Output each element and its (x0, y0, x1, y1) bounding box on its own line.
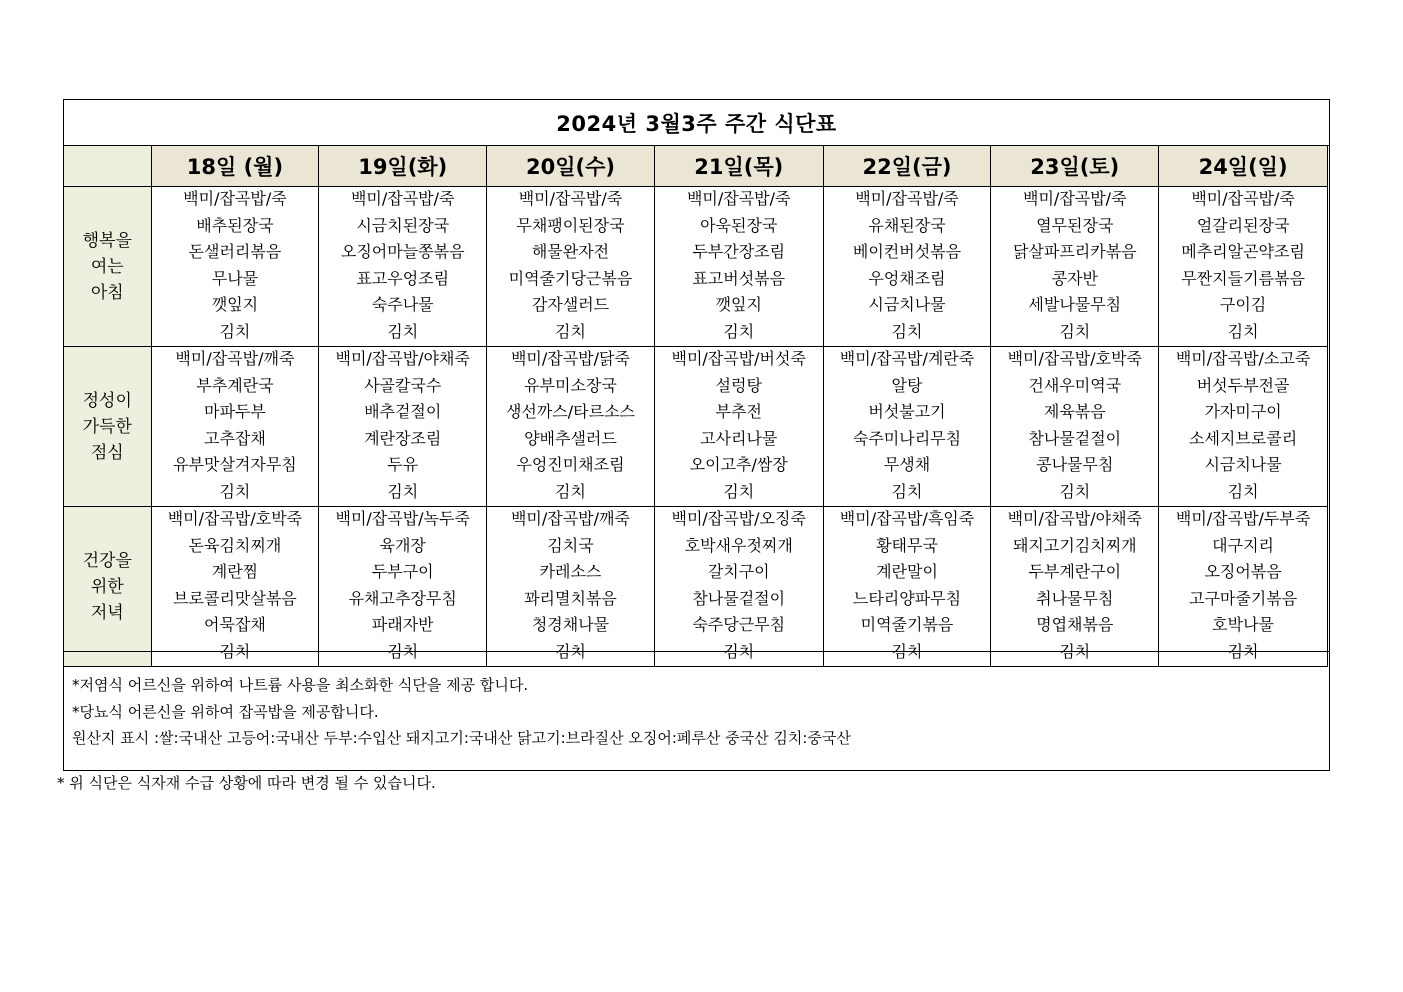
menu-item: 두부구이 (371, 562, 434, 581)
menu-item: 김치 (1059, 321, 1091, 341)
menu-cell-tue (319, 507, 487, 667)
menu-item: 김치 (387, 321, 419, 341)
menu-item: 콩나물무침 (1036, 455, 1114, 474)
menu-cell-tue (319, 347, 487, 507)
meal-label (64, 347, 152, 507)
menu-cell-sat (991, 347, 1159, 507)
menu-item: 우엉진미채조림 (516, 455, 625, 474)
menu-cell-sun (1159, 187, 1328, 347)
menu-item: 백미/잡곡밥/두부죽 (1175, 509, 1311, 528)
menu-cell-wed (487, 507, 655, 667)
menu-item: 김치 (1227, 641, 1259, 661)
menu-item: 부추계란국 (196, 375, 274, 395)
menu-item: 돼지고기김치찌개 (1012, 535, 1137, 555)
day-header-sun: 24일(일) (1159, 146, 1328, 187)
menu-item: 감자샐러드 (531, 295, 610, 314)
menu-item: 어묵잡채 (204, 615, 266, 634)
menu-item: 오징어볶음 (1204, 562, 1282, 581)
menu-item: 참나물겉절이 (1028, 428, 1122, 448)
menu-item: 시금치나물 (1204, 455, 1282, 474)
menu-item: 알탕 (891, 375, 923, 395)
menu-item: 시금치된장국 (356, 215, 450, 235)
menu-item: 김치 (891, 481, 923, 501)
menu-item: 버섯두부전골 (1196, 375, 1290, 395)
meal-row-lunch (64, 347, 1328, 507)
menu-item: 표고버섯볶음 (692, 268, 786, 288)
menu-item: 메추리알곤약조림 (1181, 242, 1305, 261)
menu-item: 숙주나물 (371, 295, 434, 314)
menu-item: 김치 (891, 321, 923, 341)
menu-body (64, 187, 1328, 667)
menu-item: 백미/잡곡밥/계란죽 (839, 349, 975, 368)
menu-cell-sat (991, 507, 1159, 667)
menu-item: 표고우엉조림 (356, 268, 450, 288)
meal-label-line: 위한 (90, 576, 124, 597)
menu-item: 백미/잡곡밥/녹두죽 (335, 509, 470, 528)
menu-item: 백미/잡곡밥/호박죽 (1007, 349, 1142, 368)
menu-item: 무생채 (883, 455, 931, 474)
menu-item: 김치 (723, 481, 755, 501)
menu-item: 김치 (219, 481, 251, 501)
menu-item: 백미/잡곡밥/깨죽 (510, 509, 630, 528)
menu-cell-wed (487, 187, 655, 347)
day-header-tue: 19일(화) (319, 146, 487, 187)
menu-item: 고추잡채 (204, 428, 266, 448)
day-header-mon: 18일 (월) (151, 146, 319, 187)
menu-item: 백미/잡곡밥/깨죽 (175, 349, 295, 368)
menu-item: 깻잎지 (715, 295, 762, 314)
menu-item: 호박나물 (1212, 615, 1274, 634)
page-title: 2024년 3월3주 주간 식단표 (64, 100, 1329, 146)
menu-item: 백미/잡곡밥/버섯죽 (671, 349, 806, 368)
notes-section (64, 651, 1329, 771)
menu-item: 얼갈리된장국 (1196, 215, 1290, 235)
menu-item: 배추된장국 (196, 215, 274, 235)
menu-item: 백미/잡곡밥/죽 (518, 189, 623, 208)
meal-label (64, 187, 152, 347)
menu-item: 사골칼국수 (364, 375, 442, 395)
menu-item: 대구지리 (1212, 535, 1274, 555)
menu-item: 마파두부 (204, 402, 266, 421)
menu-item: 꽈리멸치볶음 (524, 588, 617, 608)
menu-item: 돈육김치찌개 (188, 535, 282, 555)
menu-item: 김치 (555, 641, 586, 661)
menu-item: 미역줄기당근볶음 (508, 268, 633, 288)
menu-cell-sun (1159, 347, 1328, 507)
menu-item: 백미/잡곡밥/죽 (855, 189, 959, 208)
menu-item: 구이김 (1219, 295, 1267, 314)
menu-item: 참나물겉절이 (692, 588, 786, 608)
note-low-sodium: *저염식 어르신을 위하여 나트륨 사용을 최소화한 식단을 제공 합니다. (72, 676, 529, 694)
menu-item: 설렁탕 (715, 375, 762, 395)
menu-item: 백미/잡곡밥/죽 (1023, 189, 1127, 208)
menu-item: 김치 (1059, 641, 1091, 661)
menu-item: 우엉채조림 (868, 268, 946, 288)
menu-item: 해물완자전 (531, 242, 610, 261)
menu-item: 유부미소장국 (524, 375, 617, 395)
menu-item: 제육볶음 (1043, 402, 1106, 421)
menu-cell-mon (151, 507, 319, 667)
menu-item: 고구마줄기볶음 (1188, 588, 1298, 608)
menu-item: 계란찜 (211, 562, 259, 581)
menu-item: 닭살파프리카볶음 (1012, 242, 1137, 261)
menu-item: 계란말이 (876, 562, 938, 581)
menu-item: 버섯불고기 (868, 402, 946, 421)
menu-item: 유채된장국 (868, 215, 946, 235)
menu-item: 갈치구이 (707, 562, 770, 581)
menu-cell-sat (991, 187, 1159, 347)
note-diabetic: *당뇨식 어른신을 위하여 잡곡밥을 제공합니다. (72, 702, 379, 721)
meal-label-line: 점심 (90, 442, 124, 463)
menu-item: 세발나물무침 (1028, 295, 1122, 314)
menu-item: 열무된장국 (1036, 215, 1114, 235)
menu-cell-wed (487, 347, 655, 507)
menu-cell-mon (151, 347, 319, 507)
menu-item: 파래자반 (371, 615, 434, 634)
menu-cell-tue (319, 187, 487, 347)
menu-item: 백미/잡곡밥/흑임죽 (839, 509, 975, 528)
menu-sheet (63, 99, 1330, 771)
menu-cell-fri (823, 347, 991, 507)
menu-item: 김치 (387, 481, 419, 501)
menu-cell-mon (151, 187, 319, 347)
menu-item: 시금치나물 (868, 295, 946, 314)
footer-note: * 위 식단은 식자재 수급 상황에 따라 변경 될 수 있습니다. (57, 774, 436, 792)
menu-item: 백미/잡곡밥/죽 (1191, 189, 1295, 208)
menu-item: 오이고추/쌈장 (689, 455, 788, 474)
meal-label-line: 여는 (90, 256, 124, 277)
day-header-fri: 22일(금) (823, 146, 991, 187)
menu-item: 백미/잡곡밥/죽 (686, 189, 791, 208)
menu-item: 카레소스 (539, 562, 602, 581)
note-origin: 원산지 표시 :쌀:국내산 고등어:국내산 두부:수입산 돼지고기:국내산 닭고기:브라질산 오징어:페루산 중국산 김치:중국산 (72, 729, 851, 747)
menu-item: 육개장 (379, 535, 426, 555)
menu-item: 백미/잡곡밥/야채죽 (1007, 509, 1142, 528)
menu-item: 호박새우젓찌개 (684, 535, 793, 555)
menu-item: 백미/잡곡밥/호박죽 (167, 509, 303, 528)
menu-item: 건새우미역국 (1028, 375, 1122, 395)
menu-item: 백미/잡곡밥/죽 (183, 189, 287, 208)
menu-item: 소세지브로콜리 (1188, 428, 1298, 448)
menu-item: 무짠지들기름볶음 (1181, 268, 1305, 288)
menu-item: 가자미구이 (1204, 402, 1282, 421)
menu-item: 김치 (555, 321, 586, 341)
meal-label-line: 정성이 (82, 390, 132, 411)
menu-item: 김치 (891, 641, 923, 661)
menu-item: 오징어마늘쫑볶음 (340, 242, 465, 261)
menu-item: 배추겉절이 (364, 402, 442, 421)
weekly-menu-table (63, 145, 1328, 667)
menu-item: 백미/잡곡밥/소고죽 (1175, 349, 1311, 368)
menu-item: 김치 (723, 321, 755, 341)
menu-item: 명엽채볶음 (1036, 615, 1114, 634)
menu-item: 황태무국 (876, 535, 938, 555)
menu-item: 청경채나물 (531, 615, 610, 634)
meal-row-breakfast (64, 187, 1328, 347)
menu-item: 숙주미나리무침 (852, 428, 962, 448)
menu-cell-thu (654, 187, 823, 347)
meal-label-line: 저녁 (90, 602, 124, 623)
day-header-wed: 20일(수) (487, 146, 655, 187)
meal-label-line: 행복을 (82, 230, 132, 251)
menu-item: 돈샐러리볶음 (188, 242, 282, 261)
menu-item: 베이컨버섯볶음 (852, 242, 962, 261)
menu-item: 생선까스/타르소스 (505, 402, 635, 421)
menu-item: 미역줄기볶음 (860, 615, 954, 634)
menu-item: 느타리양파무침 (852, 588, 962, 608)
meal-label (64, 507, 152, 667)
menu-cell-fri (823, 507, 991, 667)
menu-item: 고사리나물 (700, 428, 778, 448)
corner-cell (64, 146, 152, 187)
menu-item: 깻잎지 (211, 295, 259, 314)
menu-item: 브로콜리맛살볶음 (173, 588, 297, 608)
menu-cell-thu (654, 347, 823, 507)
menu-item: 백미/잡곡밥/야채죽 (335, 349, 470, 368)
menu-item: 아욱된장국 (700, 215, 778, 235)
menu-item: 두유 (387, 455, 419, 474)
menu-cell-sun (1159, 507, 1328, 667)
menu-item: 백미/잡곡밥/죽 (350, 189, 455, 208)
meal-label-line: 건강을 (82, 550, 132, 571)
menu-item: 부추전 (715, 402, 762, 421)
menu-item: 무나물 (211, 268, 259, 288)
menu-item: 계란장조림 (364, 428, 442, 448)
menu-item: 김치 (1059, 481, 1091, 501)
day-header-thu: 21일(목) (654, 146, 823, 187)
menu-item: 취나물무침 (1036, 588, 1114, 608)
day-header-row (64, 146, 1328, 187)
menu-item: 무채팽이된장국 (516, 215, 625, 235)
meal-label-line: 가득한 (82, 416, 132, 437)
menu-item: 백미/잡곡밥/오징죽 (671, 509, 806, 528)
menu-item: 두부간장조림 (692, 242, 786, 261)
menu-item: 김치 (219, 321, 251, 341)
menu-item: 김치 (723, 641, 755, 661)
menu-item: 두부계란구이 (1028, 562, 1122, 581)
menu-cell-fri (823, 187, 991, 347)
menu-item: 김치 (1227, 481, 1259, 501)
menu-item: 김치 (555, 481, 586, 501)
menu-item: 유부맛살겨자무침 (173, 455, 297, 474)
menu-item: 유채고추장무침 (348, 588, 457, 608)
menu-item: 양배추샐러드 (524, 428, 617, 448)
menu-item: 김치국 (547, 535, 594, 555)
day-header-sat: 23일(토) (991, 146, 1159, 187)
menu-item: 숙주당근무침 (692, 615, 786, 634)
menu-item: 김치 (1227, 321, 1259, 341)
menu-item: 김치 (219, 641, 251, 661)
meal-label-line: 아침 (90, 282, 124, 303)
meal-row-dinner (64, 507, 1328, 667)
menu-item: 김치 (387, 641, 419, 661)
menu-item: 콩자반 (1051, 268, 1098, 288)
menu-cell-thu (654, 507, 823, 667)
menu-item: 백미/잡곡밥/닭죽 (510, 349, 630, 368)
